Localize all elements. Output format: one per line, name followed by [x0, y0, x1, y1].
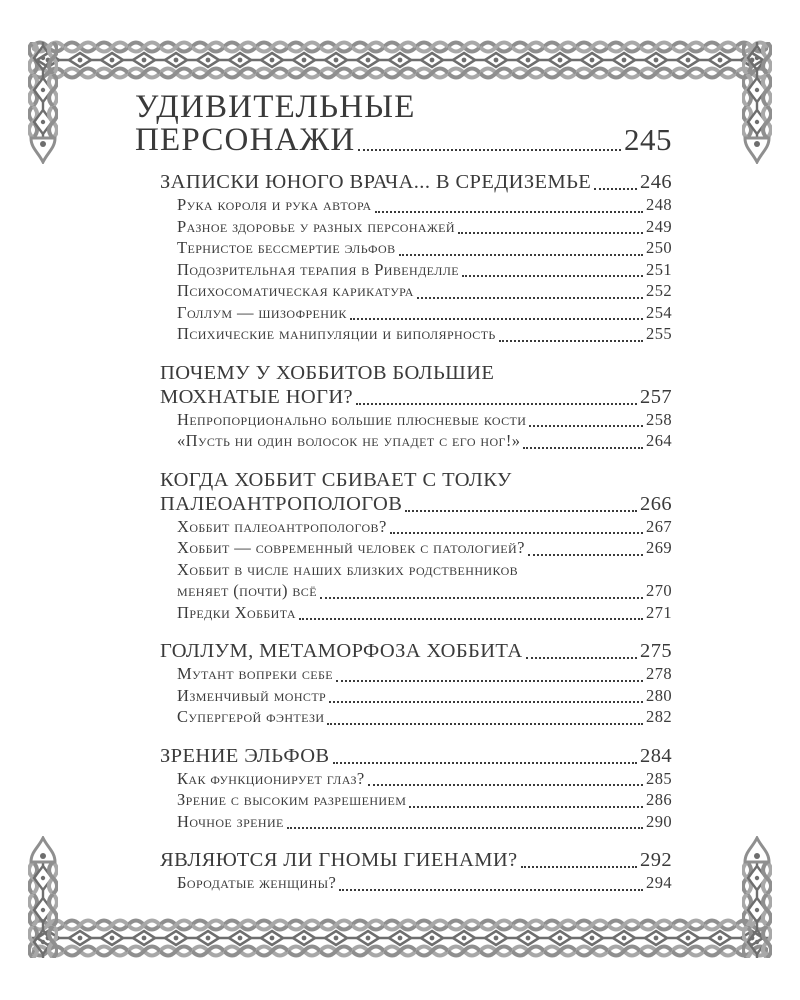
chapter-page-number: 245 — [624, 122, 672, 157]
toc-item-row-text: Голлум — шизофреник — [177, 302, 347, 322]
dotted-leader — [356, 403, 637, 405]
toc-item-row — [160, 663, 672, 685]
page-number: 257 — [640, 385, 672, 408]
toc-heading-row-text: ПОЧЕМУ У ХОББИТОВ БОЛЬШИЕ — [160, 361, 495, 384]
toc-section — [160, 170, 672, 345]
toc-item-row-text: Зрение с высоким разрешением — [177, 790, 407, 809]
page-number: 246 — [640, 171, 672, 193]
toc-item-row — [160, 706, 672, 728]
toc-item-row — [160, 602, 672, 624]
toc-item-row-text: Бородатые женщины? — [177, 873, 337, 892]
toc-item-row — [160, 323, 672, 345]
page-number: 275 — [640, 640, 672, 662]
page-number: 249 — [646, 216, 672, 236]
toc-item-row — [160, 302, 672, 324]
toc-heading-row — [160, 744, 672, 768]
toc-item-row — [160, 430, 672, 452]
dotted-leader — [329, 701, 643, 703]
toc-heading-row — [160, 639, 672, 663]
toc-heading-row — [160, 170, 672, 194]
page-number: 285 — [646, 768, 672, 788]
toc-item-row — [160, 789, 672, 811]
page-number: 248 — [646, 195, 672, 214]
toc-item-row-text: меняет (почти) всё — [177, 581, 317, 600]
toc-item-row-text: Психосоматическая карикатура — [177, 281, 414, 300]
toc-item-row-text: Хоббит палеоантропологов? — [177, 516, 387, 536]
page-number: 282 — [646, 707, 672, 726]
toc-heading-row — [160, 385, 672, 409]
toc-item-row — [160, 559, 672, 581]
page-number: 286 — [646, 790, 672, 809]
toc-item-row — [160, 872, 672, 894]
dotted-leader — [526, 657, 638, 659]
toc-item-row-text: Предки Хоббита — [177, 602, 296, 622]
dotted-leader — [333, 762, 638, 764]
dotted-leader — [521, 866, 638, 868]
dotted-leader — [528, 554, 643, 556]
toc-item-row-text: Непропорционально большие плюсневые кости — [177, 409, 527, 429]
celtic-knot-border-bottom — [32, 918, 768, 958]
dotted-leader — [320, 597, 643, 599]
dotted-leader — [358, 149, 621, 151]
chapter-title-line2: ПЕРСОНАЖИ — [135, 122, 356, 158]
toc-section — [160, 639, 672, 728]
page-number: 290 — [646, 811, 672, 831]
toc-item-row-text: Как функционирует глаз? — [177, 768, 365, 788]
dotted-leader — [390, 532, 643, 534]
toc-item-row-text: Изменчивый монстр — [177, 685, 327, 705]
toc-section — [160, 744, 672, 833]
toc-section — [160, 468, 672, 624]
celtic-knot-border-top — [32, 40, 768, 80]
toc-item-row-text: Супергерой фэнтези — [177, 707, 325, 726]
toc-item-row — [160, 685, 672, 707]
toc-heading-row-text: МОХНАТЫЕ НОГИ? — [160, 385, 354, 408]
chapter-title-block — [135, 89, 672, 158]
dotted-leader — [399, 254, 644, 256]
toc-heading-row-text: ЯВЛЯЮТСЯ ЛИ ГНОМЫ ГИЕНАМИ? — [160, 849, 518, 871]
toc-item-row — [160, 580, 672, 602]
toc-item-row-text: Подозрительная терапия в Ривенделле — [177, 259, 460, 279]
dotted-leader — [458, 232, 643, 234]
toc-heading-row-text: ПАЛЕОАНТРОПОЛОГОВ — [160, 492, 403, 515]
toc-heading-row — [160, 468, 672, 492]
toc-heading-row-text: ГОЛЛУМ, МЕТАМОРФОЗА ХОББИТА — [160, 640, 523, 662]
celtic-finial-top-left — [26, 42, 60, 164]
page-number: 271 — [646, 602, 672, 622]
toc-item-row-text: Хоббит в числе наших близких родственников — [177, 559, 519, 579]
toc-item-row — [160, 216, 672, 238]
toc-item-row-text: Разное здоровье у разных персонажей — [177, 216, 455, 236]
dotted-leader — [299, 618, 643, 620]
page-number: 258 — [646, 409, 672, 429]
dotted-leader — [339, 889, 643, 891]
chapter-title-line1: УДИВИТЕЛЬНЫЕ — [135, 89, 416, 125]
toc-item-row-text: Рука короля и рука автора — [177, 195, 372, 214]
dotted-leader — [375, 211, 643, 213]
dotted-leader — [499, 340, 643, 342]
toc-item-row — [160, 409, 672, 431]
toc-item-row-text: «Пусть ни один волосок не упадет с его ног!» — [177, 431, 521, 450]
celtic-finial-top-right — [740, 42, 774, 164]
toc-item-row — [160, 537, 672, 559]
page-number: 292 — [640, 849, 672, 871]
toc-item-row-text: Мутант вопреки себе — [177, 664, 333, 683]
dotted-leader — [594, 188, 637, 190]
page-number: 270 — [646, 581, 672, 600]
dotted-leader — [368, 784, 643, 786]
toc-heading-row — [160, 361, 672, 385]
dotted-leader — [529, 425, 643, 427]
toc-heading-row-text: ЗАПИСКИ ЮНОГО ВРАЧА... В СРЕДИЗЕМЬЕ — [160, 171, 592, 193]
page-number: 269 — [646, 538, 672, 557]
toc-item-row-text: Хоббит — современный человек с патологией? — [177, 538, 525, 557]
toc-item-row — [160, 259, 672, 281]
toc-item-row-text: Психические манипуляции и биполярность — [177, 324, 496, 343]
page-number: 251 — [646, 259, 672, 279]
celtic-finial-bottom-right — [740, 836, 774, 958]
page-number: 267 — [646, 516, 672, 536]
dotted-leader — [523, 447, 643, 449]
toc-item-row — [160, 516, 672, 538]
toc-item-row — [160, 768, 672, 790]
toc-heading-row — [160, 492, 672, 516]
dotted-leader — [336, 680, 643, 682]
dotted-leader — [287, 827, 643, 829]
celtic-finial-bottom-left — [26, 836, 60, 958]
toc-item-row — [160, 194, 672, 216]
page-number: 250 — [646, 238, 672, 257]
dotted-leader — [350, 318, 643, 320]
page-number: 252 — [646, 281, 672, 300]
toc-item-row — [160, 280, 672, 302]
dotted-leader — [327, 723, 643, 725]
toc-heading-row-text: КОГДА ХОББИТ СБИВАЕТ С ТОЛКУ — [160, 468, 512, 491]
page-number: 284 — [640, 744, 672, 767]
dotted-leader — [409, 806, 643, 808]
page-number: 255 — [646, 324, 672, 343]
dotted-leader — [405, 510, 637, 512]
toc-item-row-text: Ночное зрение — [177, 811, 284, 831]
page-number: 254 — [646, 302, 672, 322]
toc-section — [160, 361, 672, 452]
toc-heading-row-text: ЗРЕНИЕ ЭЛЬФОВ — [160, 744, 330, 767]
page-number: 266 — [640, 492, 672, 515]
page-number: 264 — [646, 431, 672, 450]
chapter-title-row — [135, 122, 672, 158]
toc-item-row — [160, 237, 672, 259]
dotted-leader — [417, 297, 643, 299]
toc-item-row-text: Тернистое бессмертие эльфов — [177, 238, 396, 257]
dotted-leader — [462, 275, 643, 277]
page-number: 280 — [646, 685, 672, 705]
toc-section — [160, 848, 672, 894]
page-number: 294 — [646, 873, 672, 892]
toc-heading-row — [160, 848, 672, 872]
page-number: 278 — [646, 664, 672, 683]
toc — [160, 170, 672, 894]
toc-item-row — [160, 811, 672, 833]
